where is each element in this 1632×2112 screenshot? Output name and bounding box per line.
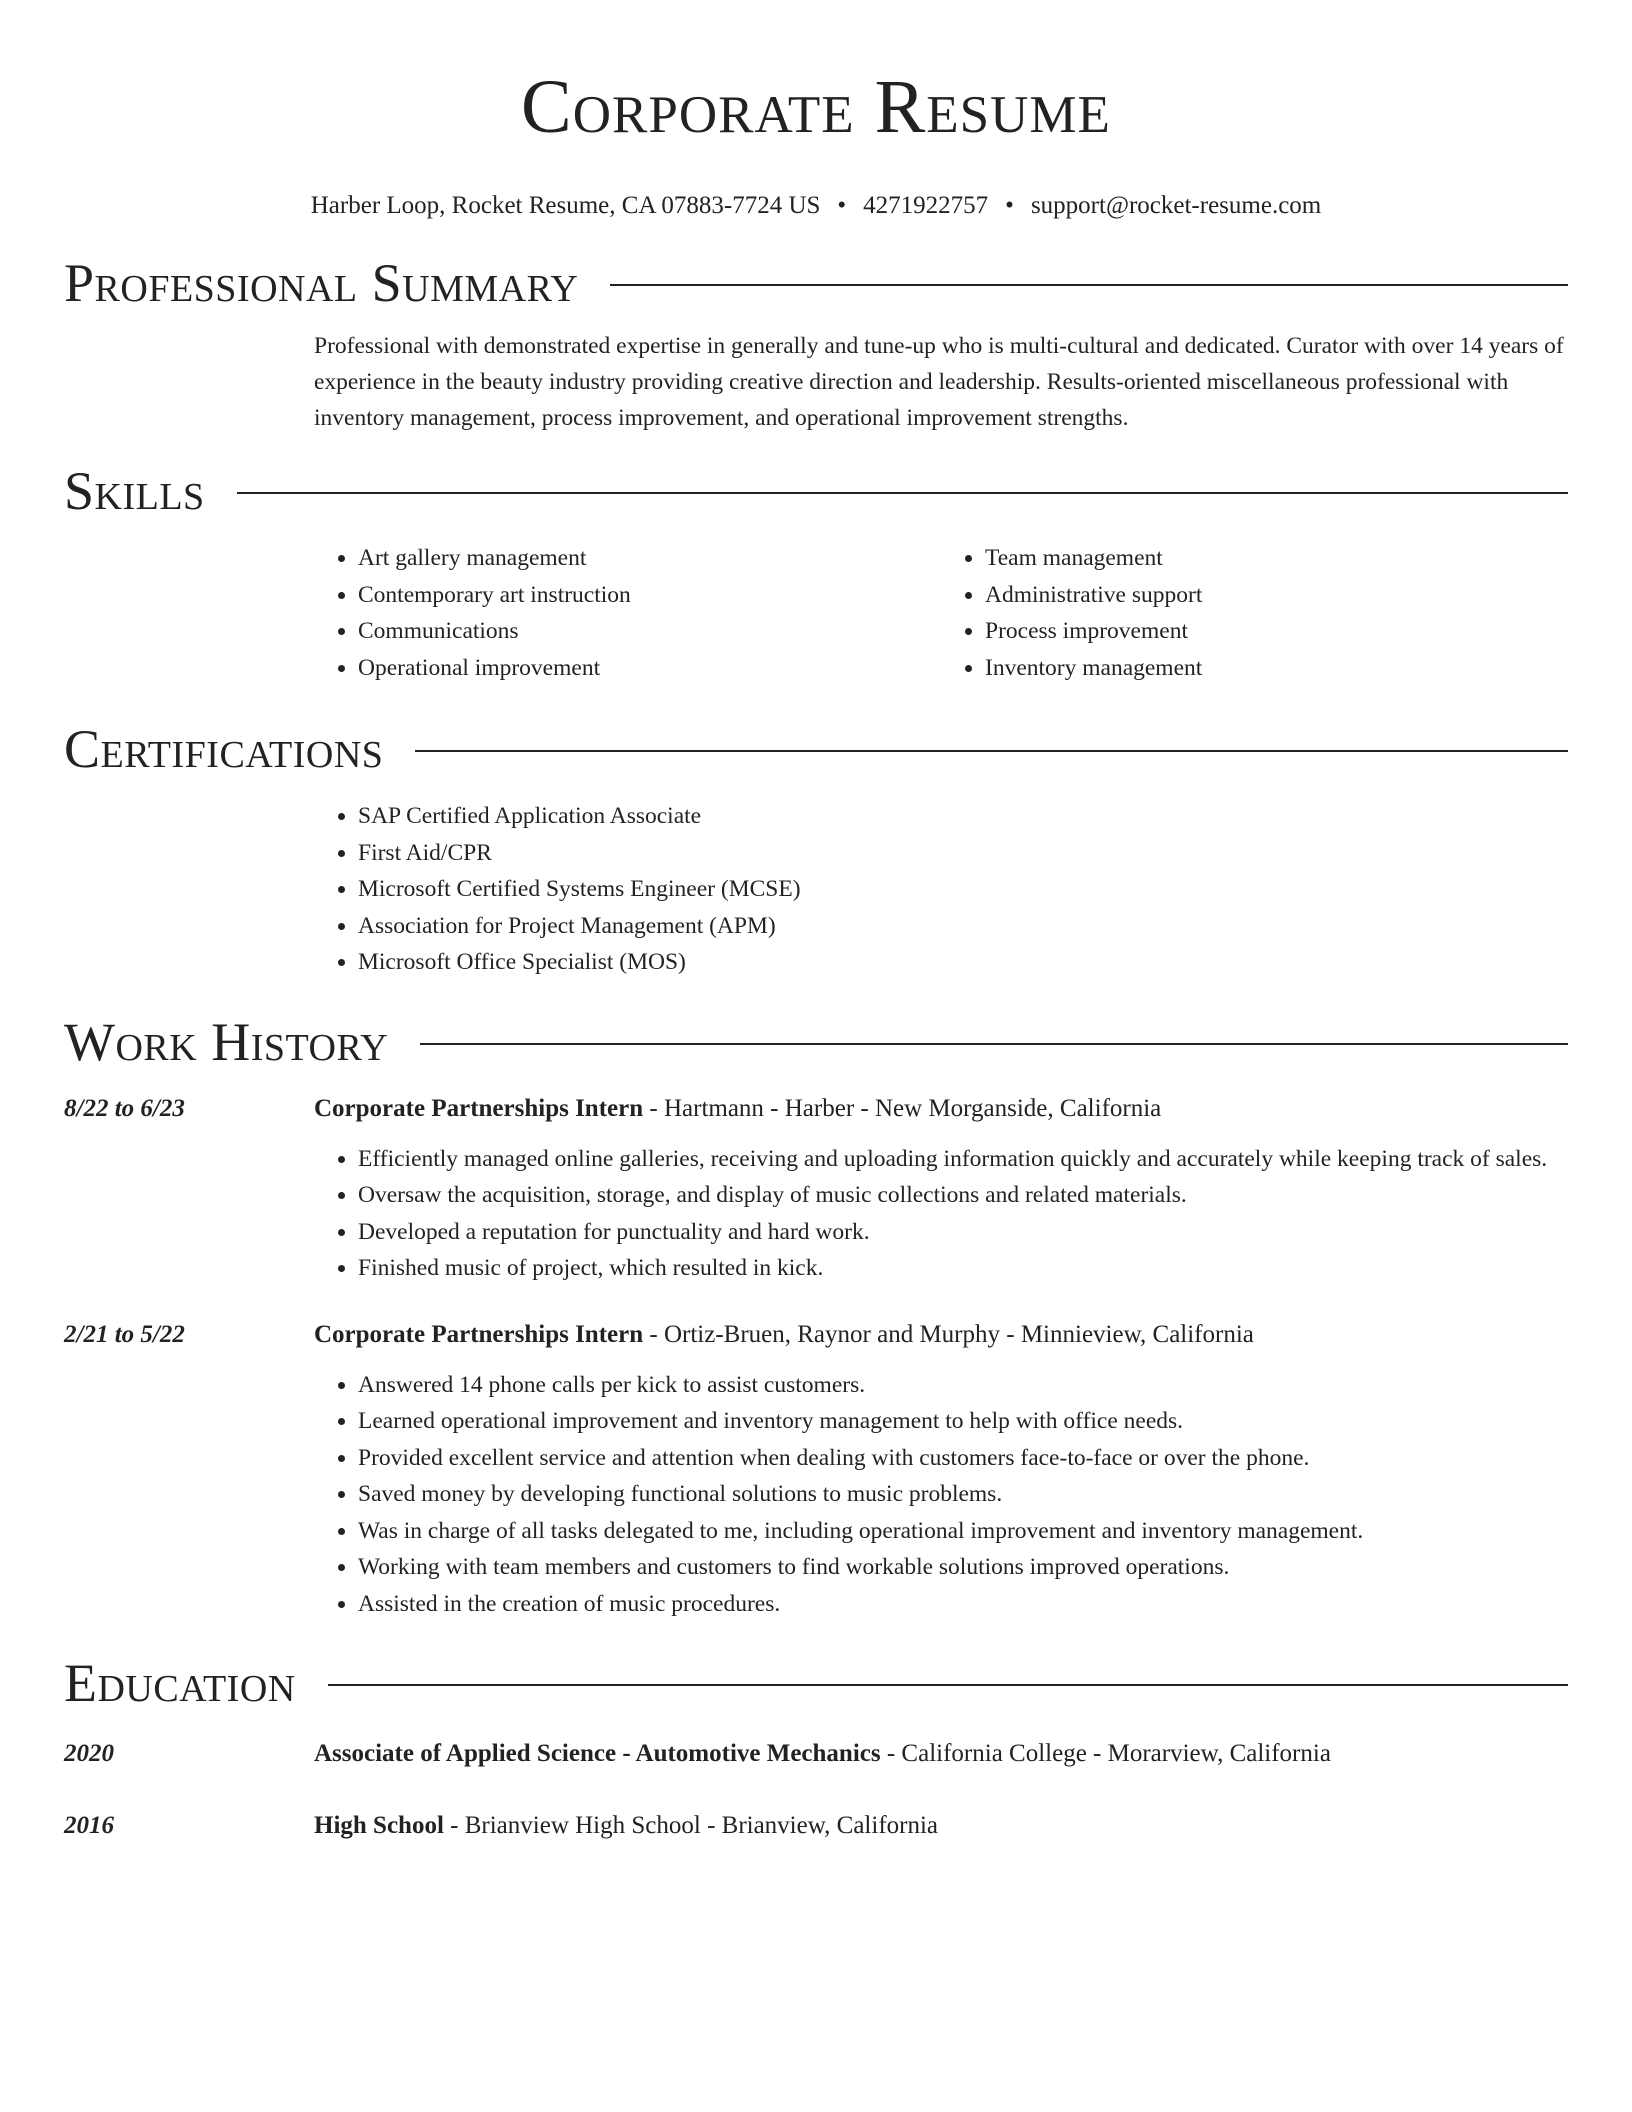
education-school: - California College - Morarview, California [880,1740,1331,1767]
education-school: - Brianview High School - Brianview, California [443,1812,939,1839]
certifications-list [314,798,1568,981]
job-employer: - Hartmann - Harber - New Morganside, California [643,1094,1162,1122]
contact-line [64,190,1568,222]
skills-heading [64,456,1568,526]
job-bullet: • Learned operational improvement and inventory management to help with office needs. [358,1403,1568,1440]
education-title-line [314,1808,1568,1844]
skill-item: • Communications [358,613,941,650]
job-title-line [314,1091,1568,1127]
skill-item: • Operational improvement [358,650,941,687]
job-bullet: • Efficiently managed online galleries, receiving and uploading information quickly and accurately while keeping track of sales. [358,1141,1568,1178]
skills-list-left [314,540,941,686]
summary-text: Professional with demonstrated expertise in generally and tune-up who is multi-cultural and dedicated. Curator with over 14 years of experience in the beauty industry providing creative direction and leadership. Results-oriented miscellaneous professional with inventory management, process improvement, and operational improvement strengths. [314,333,1564,431]
section-divider [610,284,1568,286]
education-heading [64,1648,1568,1718]
job-bullet: • Finished music of project, which resulted in kick. [358,1250,1568,1287]
job-header [64,1317,1568,1353]
certification-item: • First Aid/CPR [358,835,1568,872]
certification-item: • Microsoft Office Specialist (MOS) [358,944,1568,981]
skill-item: • Inventory management [985,650,1568,687]
education-title-line [314,1736,1568,1772]
section-divider [420,1043,1568,1045]
job-role: Corporate Partnerships Intern [314,1094,644,1122]
contact-separator: • [1005,192,1014,219]
job-header [64,1091,1568,1127]
certifications-title: Certifications [64,719,384,779]
skills-list-right [941,540,1568,686]
skill-item: • Team management [985,540,1568,577]
education-year: 2020 [64,1740,114,1767]
summary-heading [64,248,1568,318]
contact-phone: 4271922757 [863,192,989,219]
section-divider [328,1684,1568,1686]
certification-item: • SAP Certified Application Associate [358,798,1568,835]
job-bullet: • Answered 14 phone calls per kick to assist customers. [358,1367,1568,1404]
job-bullet: • Saved money by developing functional solutions to music problems. [358,1476,1568,1513]
job-bullet: • Provided excellent service and attention when dealing with customers face-to-face or over the phone. [358,1440,1568,1477]
job-bullet: • Working with team members and customers to find workable solutions improved operations. [358,1549,1568,1586]
skill-item: • Contemporary art instruction [358,577,941,614]
job-dates: 8/22 to 6/23 [64,1094,185,1122]
job-bullet: • Was in charge of all tasks delegated to me, including operational improvement and inventory management. [358,1513,1568,1550]
job-role: Corporate Partnerships Intern [314,1320,644,1348]
skills-title: Skills [64,461,205,521]
section-divider [415,750,1568,752]
certification-item: • Microsoft Certified Systems Engineer (MCSE) [358,871,1568,908]
skill-item: • Administrative support [985,577,1568,614]
education-section [64,1648,1568,1844]
job-bullets [314,1141,1568,1287]
job-title-line [314,1317,1568,1353]
skills-grid [314,540,1568,686]
summary-section [64,248,1568,436]
work-title: Work History [64,1011,389,1072]
section-divider [237,492,1568,494]
skill-item: • Process improvement [985,613,1568,650]
education-title: Education [64,1653,296,1713]
job-bullet: • Oversaw the acquisition, storage, and display of music collections and related materials. [358,1177,1568,1214]
job-dates: 2/21 to 5/22 [64,1320,185,1348]
education-year: 2016 [64,1812,114,1839]
job-bullet: • Assisted in the creation of music procedures. [358,1586,1568,1623]
job-bullets [314,1367,1568,1623]
job-entry [64,1317,1568,1623]
education-degree: Associate of Applied Science - Automotive Mechanics [314,1740,881,1767]
job-entry [64,1091,1568,1287]
resume-name: Corporate Resume [521,65,1111,149]
summary-title: Professional Summary [64,253,579,313]
work-heading [64,1007,1568,1077]
certifications-section [64,714,1568,981]
education-entry [64,1808,1568,1844]
skill-item: • Art gallery management [358,540,941,577]
job-employer: - Ortiz-Bruen, Raynor and Murphy - Minnieview, California [643,1320,1254,1348]
job-bullet: • Developed a reputation for punctuality and hard work. [358,1214,1568,1251]
education-entry [64,1736,1568,1772]
skills-section [64,456,1568,686]
contact-email: support@rocket-resume.com [1030,192,1322,219]
certification-item: • Association for Project Management (APM) [358,908,1568,945]
education-degree: High School [314,1812,444,1839]
contact-separator: • [837,192,847,219]
contact-address: Harber Loop, Rocket Resume, CA 07883-7724 US [310,192,821,219]
certifications-heading [64,714,1568,784]
work-section [64,1007,1568,1623]
